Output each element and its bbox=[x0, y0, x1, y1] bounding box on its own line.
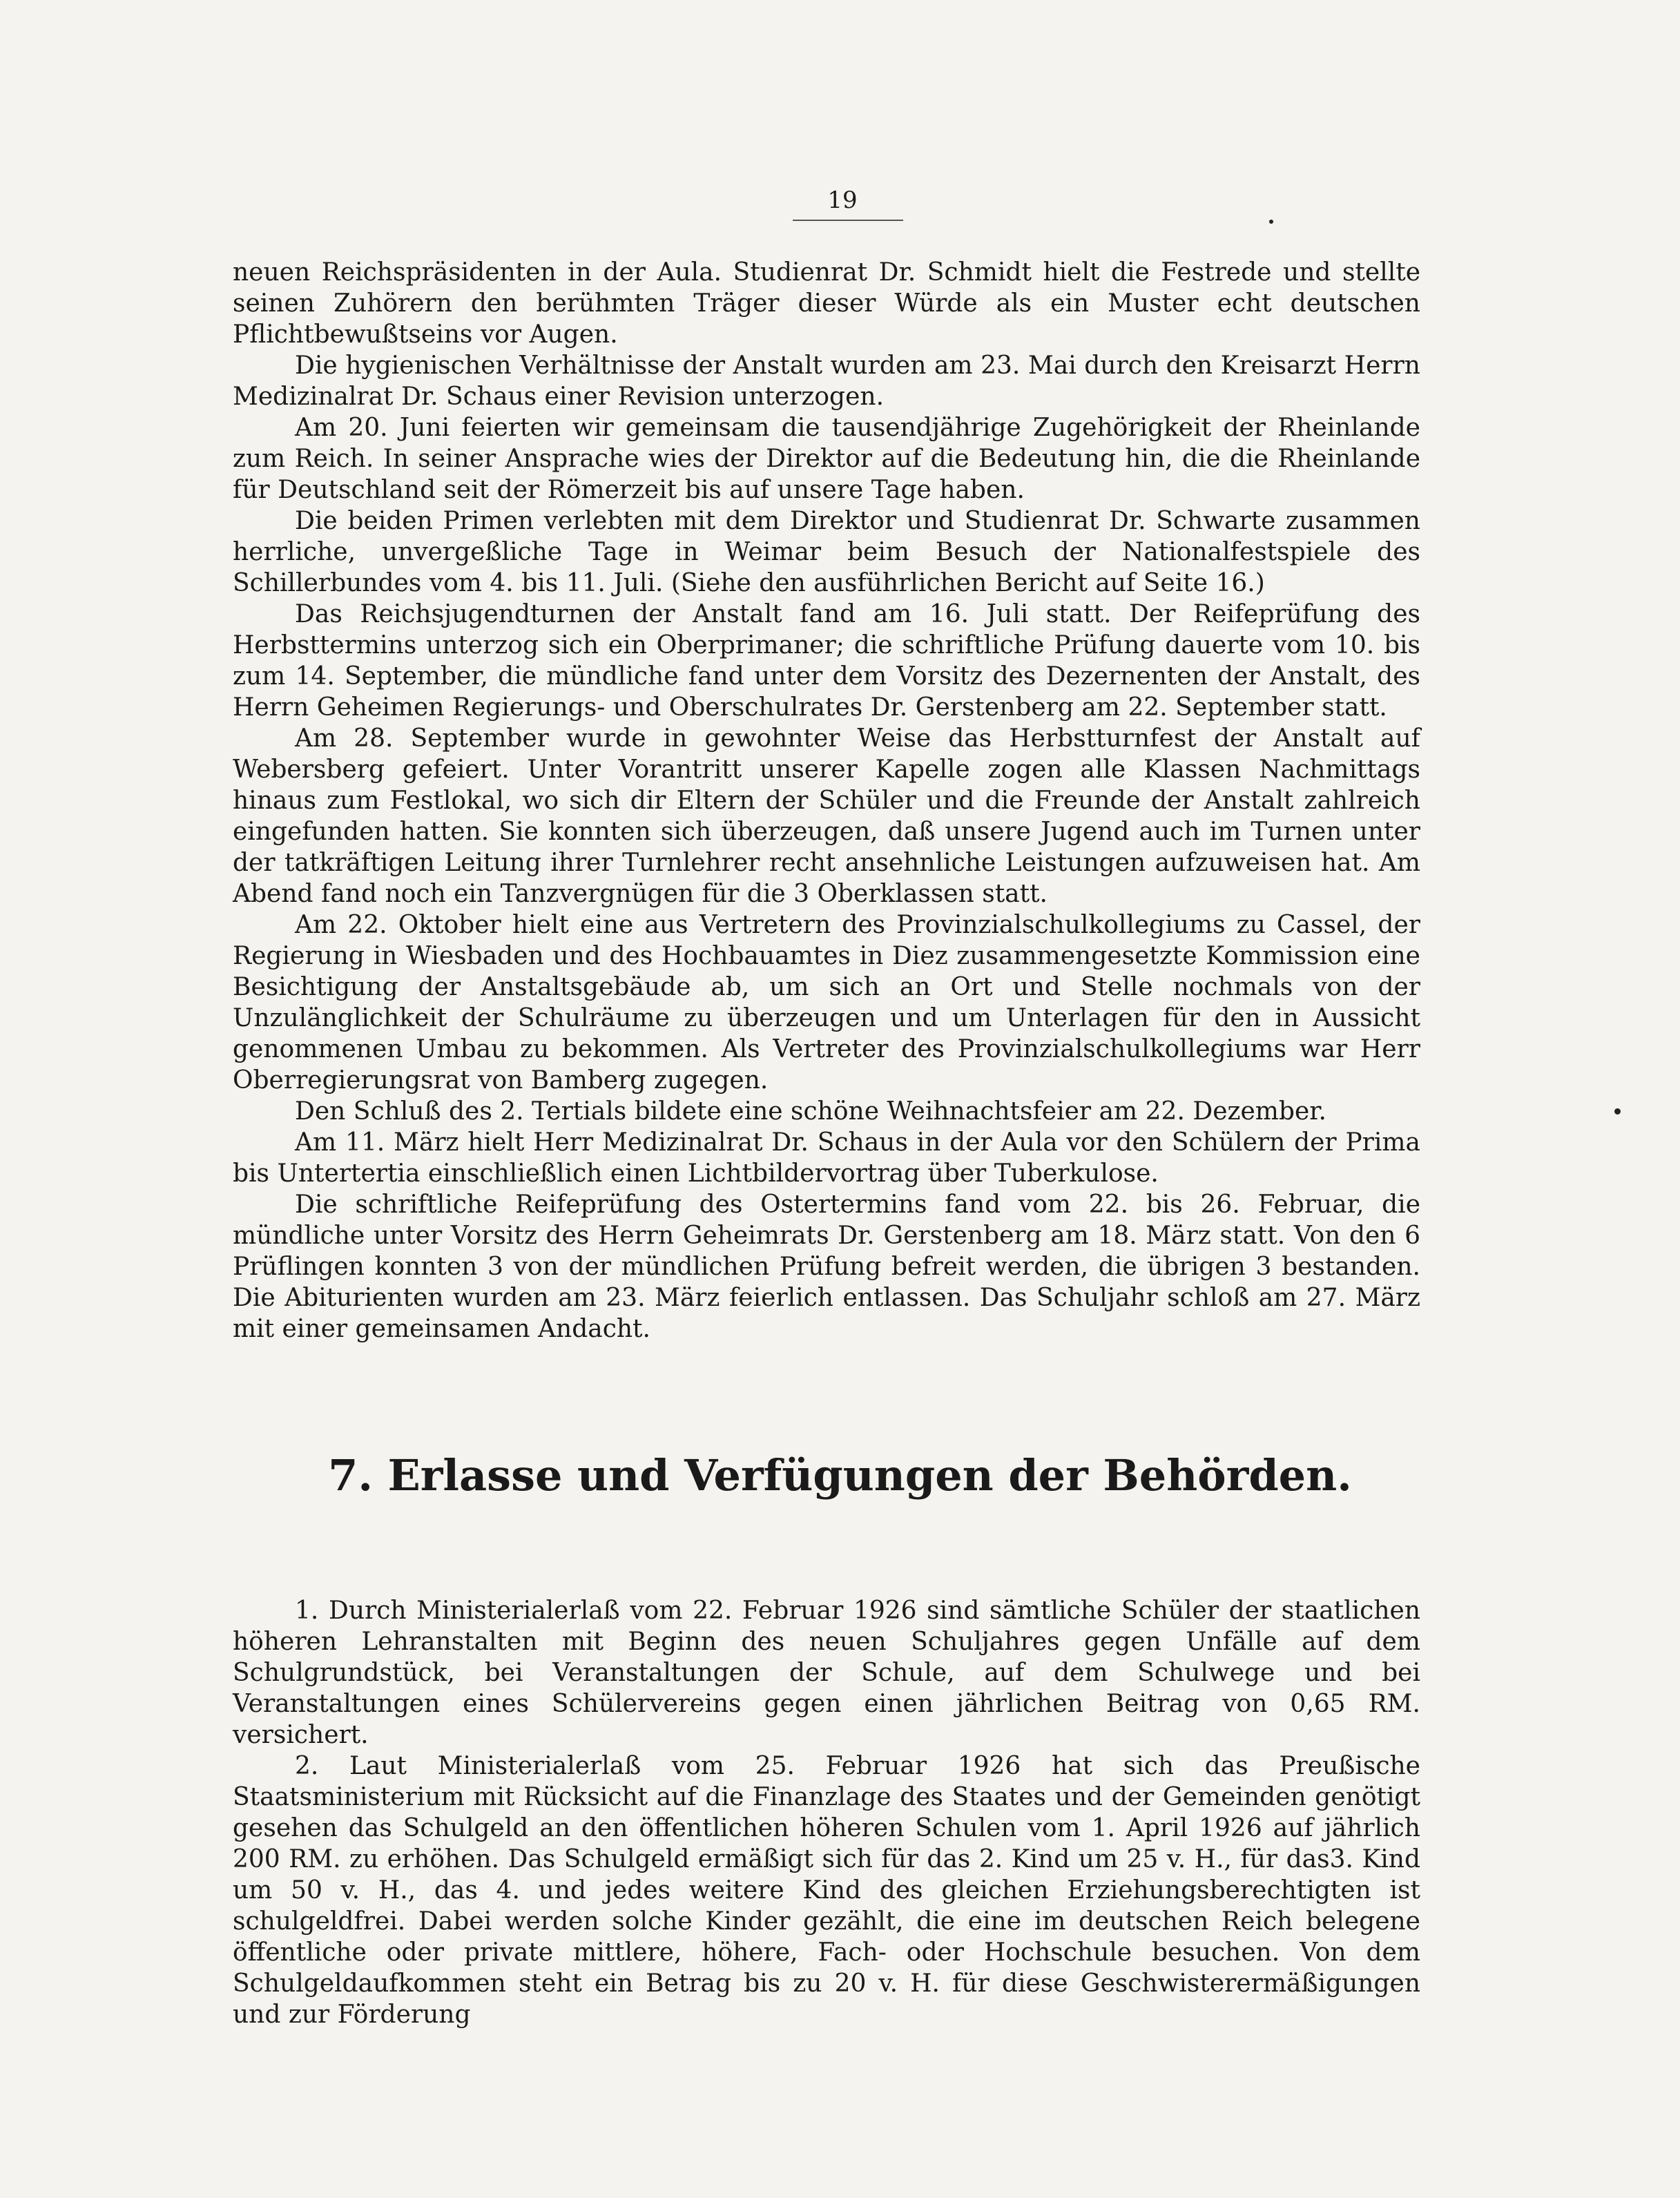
ink-speck bbox=[1614, 1108, 1621, 1115]
page-number-rule bbox=[793, 220, 903, 221]
ink-speck bbox=[1269, 220, 1273, 224]
page-number: 19 bbox=[827, 186, 858, 214]
paragraph: 1. Durch Ministerialerlaß vom 22. Februar 1926 sind sämtliche Schüler der staatlichen höheren Lehranstalten mit Beginn des neuen Schuljahres gegen Unfälle auf dem Schulgrundstück, bei Veranstaltungen der Schule, auf dem Schulwege und bei Veranstaltungen eines Schülervereins gegen einen jährlichen Beitrag von 0,65 RM. versichert. bbox=[233, 1597, 1420, 1749]
paragraph: Die beiden Primen verlebten mit dem Direktor und Studienrat Dr. Schwarte zusammen herrliche, unvergeßliche Tage in Weimar beim Besuch der Nationalfestspiele des Schillerbundes vom 4. bis 11. Juli. (Siehe den ausführlichen Bericht auf Seite 16.) bbox=[233, 507, 1420, 597]
paragraph: Die hygienischen Verhältnisse der Anstalt wurden am 23. Mai durch den Kreisarzt Herrn Medizinalrat Dr. Schaus einer Revision unterzogen. bbox=[233, 351, 1420, 411]
paragraph: neuen Reichspräsidenten in der Aula. Studienrat Dr. Schmidt hielt die Festrede und stellte seinen Zuhörern den berühmten Träger dieser Würde als ein Muster echt deutschen Pflichtbewußtseins vor Augen. bbox=[233, 258, 1420, 349]
section-heading: 7. Erlasse und Verfügungen der Behörden. bbox=[328, 1450, 1352, 1501]
paragraph: 2. Laut Ministerialerlaß vom 25. Februar 1926 hat sich das Preußische Staatsministerium mit Rücksicht auf die Finanzlage des Staates und der Gemeinden genötigt gesehen das Schulgeld an den öffentlichen höheren Schulen vom 1. April 1926 auf jährlich 200 RM. zu erhöhen. Das Schulgeld ermäßigt sich für das 2. Kind um 25 v. H., für das3. Kind um 50 v. H., das 4. und jedes weitere Kind des gleichen Erziehungsberechtigten ist schulgeldfrei. Dabei werden solche Kinder gezählt, die eine im deutschen Reich belegene öffentliche oder private mittlere, höhere, Fach- oder Hochschule besuchen. Von dem Schulgeldaufkommen steht ein Betrag bis zu 20 v. H. für diese Geschwisterermäßigungen und zur Förderung bbox=[233, 1752, 1420, 2029]
decrees-text bbox=[233, 1595, 1420, 2030]
paragraph: Den Schluß des 2. Tertials bildete eine schöne Weihnachtsfeier am 22. Dezember. bbox=[295, 1097, 1326, 1126]
paragraph: Am 11. März hielt Herr Medizinalrat Dr. Schaus in der Aula vor den Schülern der Prima bis Untertertia einschließlich einen Lichtbildervortrag über Tuberkulose. bbox=[233, 1128, 1420, 1188]
chronicle-text bbox=[233, 257, 1420, 1344]
paragraph: Am 28. September wurde in gewohnter Weise das Herbstturnfest der Anstalt auf Webersberg gefeiert. Unter Vorantritt unserer Kapelle zogen alle Klassen Nachmittags hinaus zum Festlokal, wo sich dir Eltern der Schüler und die Freunde der Anstalt zahlreich eingefunden hatten. Sie konnten sich überzeugen, daß unsere Jugend auch im Turnen unter der tatkräftigen Leitung ihrer Turnlehrer recht ansehnliche Leistungen aufzuweisen hat. Am Abend fand noch ein Tanzvergnügen für die 3 Oberklassen statt. bbox=[233, 724, 1420, 908]
paragraph: Am 20. Juni feierten wir gemeinsam die tausendjährige Zugehörigkeit der Rheinlande zum Reich. In seiner Ansprache wies der Direktor auf die Bedeutung hin, die die Rheinlande für Deutschland seit der Römerzeit bis auf unsere Tage haben. bbox=[233, 414, 1420, 504]
paragraph: Am 22. Oktober hielt eine aus Vertretern des Provinzialschulkollegiums zu Cassel, der Regierung in Wiesbaden und des Hochbauamtes in Diez zusammengesetzte Kommission eine Besichtigung der Anstaltsgebäude ab, um sich an Ort und Stelle nochmals von der Unzulänglichkeit der Schulräume zu überzeugen und um Unterlagen für den in Aussicht genommenen Umbau zu bekommen. Als Vertreter des Provinzialschulkollegiums war Herr Oberregierungsrat von Bamberg zugegen. bbox=[233, 911, 1420, 1095]
paragraph: Das Reichsjugendturnen der Anstalt fand am 16. Juli statt. Der Reifeprüfung des Herbsttermins unterzog sich ein Oberprimaner; die schriftliche Prüfung dauerte vom 10. bis zum 14. September, die mündliche fand unter dem Vorsitz des Dezernenten der Anstalt, des Herrn Geheimen Regierungs- und Oberschulrates Dr. Gerstenberg am 22. September statt. bbox=[233, 600, 1420, 722]
paragraph: Die schriftliche Reifeprüfung des Ostertermins fand vom 22. bis 26. Februar, die mündliche unter Vorsitz des Herrn Geheimrats Dr. Gerstenberg am 18. März statt. Von den 6 Prüflingen konnten 3 von der mündlichen Prüfung befreit werden, die übrigen 3 bestanden. Die Abiturienten wurden am 23. März feierlich entlassen. Das Schuljahr schloß am 27. März mit einer gemeinsamen Andacht. bbox=[233, 1190, 1420, 1343]
